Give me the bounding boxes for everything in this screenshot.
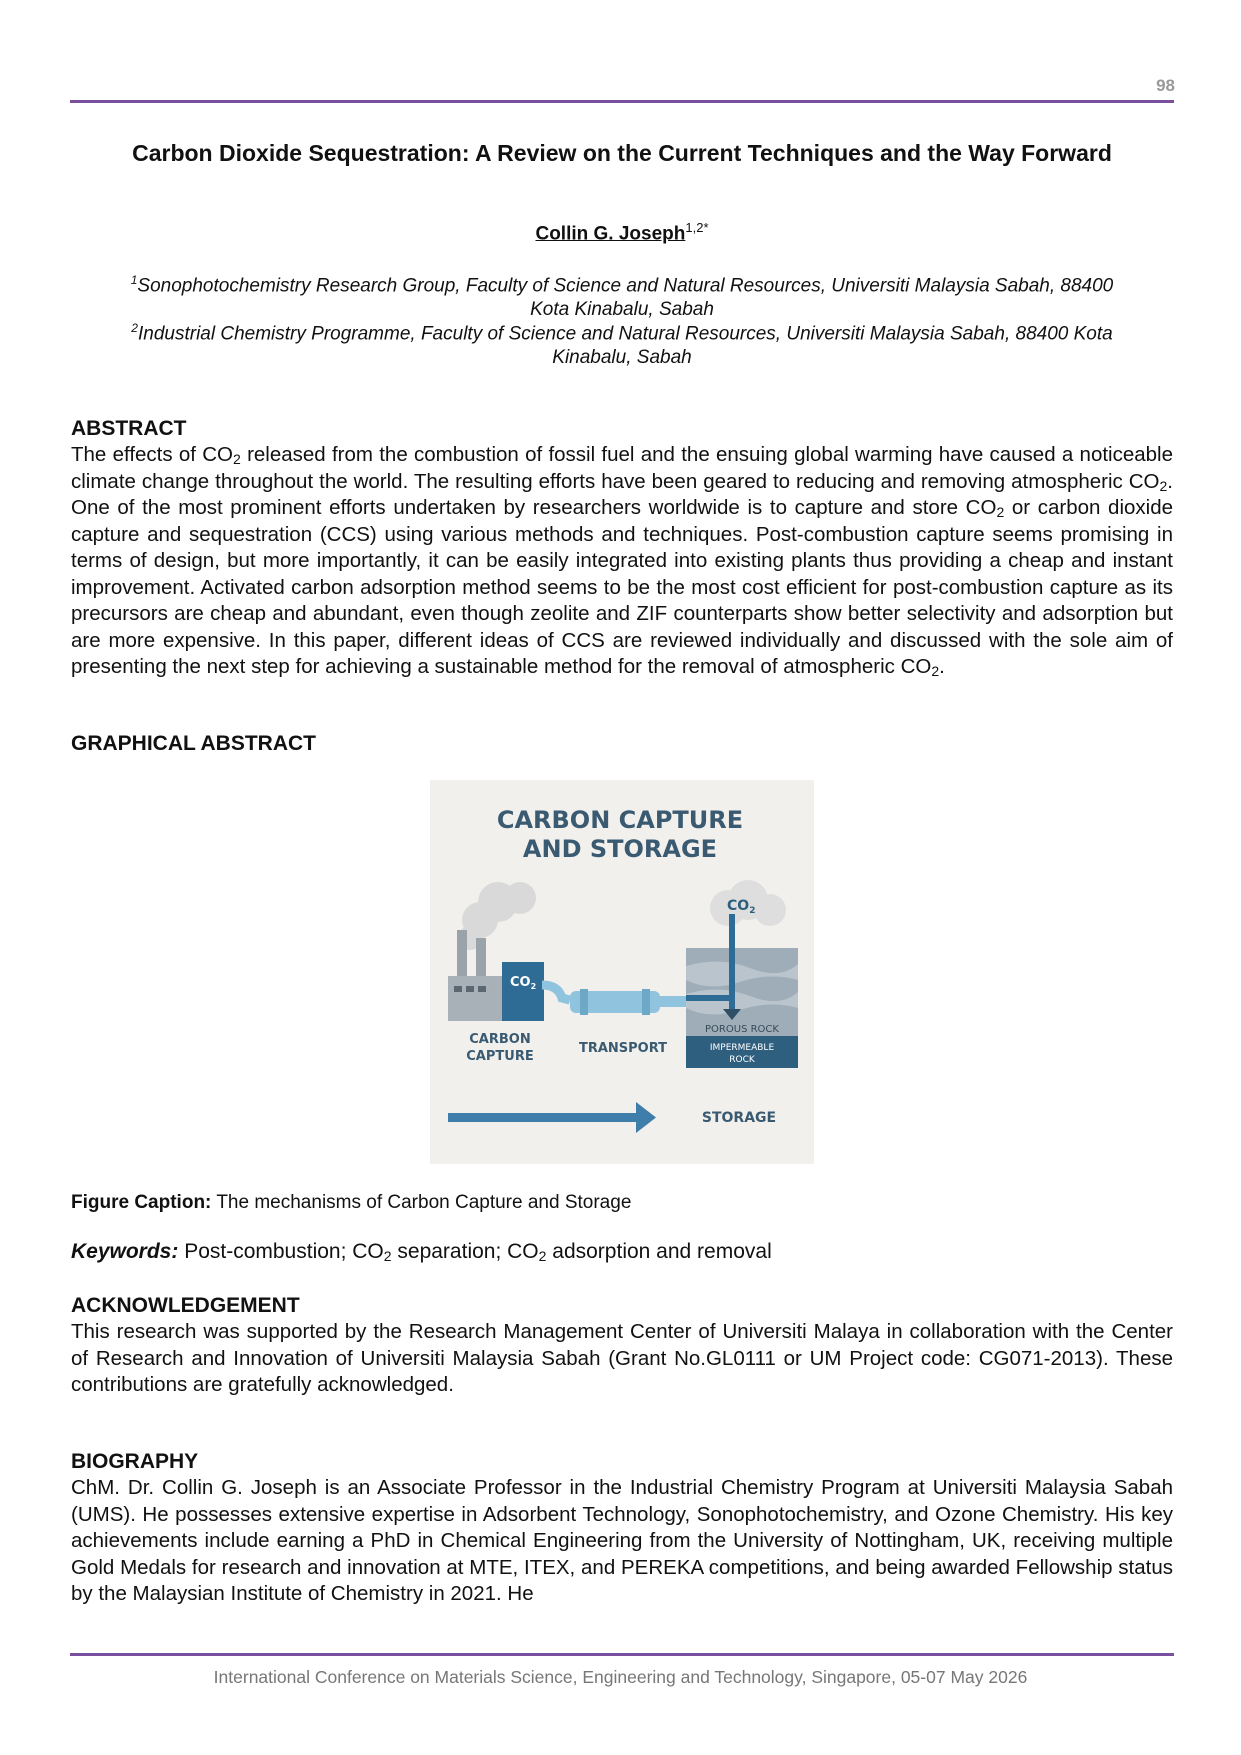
figure-caption	[71, 1192, 631, 1214]
header-rule	[70, 100, 1174, 103]
keywords-line: Keywords: Post-combustion; $CO_2$ separation; $CO_2$ adsorption and removal	[71, 1240, 772, 1264]
co2-capture-label: $CO_2$	[510, 975, 537, 991]
page-number: 98	[1156, 76, 1175, 95]
keywords-label: Keywords:	[71, 1240, 179, 1263]
impermeable-rock-label-1: IMPERMEABLE	[709, 1043, 775, 1053]
affiliation-1-line-2: Kota Kinabalu, Sabah	[530, 299, 714, 321]
graphical-abstract-heading: GRAPHICAL ABSTRACT	[71, 732, 316, 755]
biography-heading: BIOGRAPHY	[71, 1450, 199, 1473]
co2-capture-unit	[502, 962, 544, 1021]
author-superscript: 1,2*	[685, 220, 709, 235]
carbon-capture-label-2: CAPTURE	[466, 1049, 534, 1064]
author-line	[70, 220, 1174, 245]
author-name: Collin G. Joseph	[535, 223, 686, 245]
transport-label: TRANSPORT	[578, 1041, 668, 1056]
graphical-abstract-figure	[430, 780, 814, 1164]
impermeable-rock-label-2: ROCK	[729, 1055, 755, 1065]
affiliation-1	[70, 268, 1174, 322]
footer-rule	[70, 1653, 1174, 1656]
abstract-text: The effects of $CO_2$ released from the combustion of fossil fuel and the ensuing global warming have caused a noticeable climate change throughout the world. The resulting efforts have been geared to reducing and removing atmospheric $CO_2$. One of the most prominent efforts undertaken by researchers worldwide is to capture and store $CO_2$ or carbon dioxide capture and sequestration (CCS) using various methods and techniques. Post-combustion capture seems promising in terms of design, but more importantly, it can be easily integrated into existing plants thus providing a cheap and instant improvement. Activated carbon adsorption method seems to be the most cost efficient for post-combustion capture as its precursors are cheap and abundant, even though zeolite and ZIF counterparts show better selectivity and adsorption but are more expensive. In this paper, different ideas of CCS are reviewed individually and discussed with the sole aim of presenting the next step for achieving a sustainable method for the removal of atmospheric $CO_2$.	[71, 443, 1174, 679]
affiliation-1-line-1: Sonophotochemistry Research Group, Faculty of Science and Natural Resources, Universiti Malaysia Sabah, 88400	[137, 275, 1114, 297]
acknowledgement-section	[71, 1293, 1173, 1399]
affiliation-2	[70, 316, 1174, 370]
porous-rock-label: POROUS ROCK	[705, 1024, 779, 1035]
figure-title-line-1: CARBON CAPTURE	[496, 806, 744, 834]
acknowledgement-text: This research was supported by the Research Management Center of Universiti Malaya in collaboration with the Center of Research and Innovation of Universiti Malaysia Sabah (Grant No.GL0111 or UM Project code: CG071-2013). These contributions are gratefully acknowledged.	[71, 1320, 1173, 1396]
injection-pipe	[729, 914, 735, 1009]
co2-cloud-label: $CO_2$	[727, 898, 756, 916]
caption-label: Figure Caption:	[71, 1192, 212, 1213]
affiliation-2-line-1: Industrial Chemistry Programme, Faculty of Science and Natural Resources, Universiti Malaysia Sabah, 88400 Kota	[137, 323, 1113, 345]
paper-title: Carbon Dioxide Sequestration: A Review on the Current Techniques and the Way Forward	[132, 140, 1112, 166]
carbon-capture-label-1: CARBON	[469, 1032, 531, 1047]
figure-title-line-2: AND STORAGE	[522, 835, 718, 863]
affiliation-2-line-2: Kinabalu, Sabah	[552, 347, 692, 369]
abstract-section	[71, 416, 1173, 681]
biography-text: ChM. Dr. Collin G. Joseph is an Associate Professor in the Industrial Chemistry Program at Universiti Malaysia Sabah (UMS). He possesses extensive expertise in Adsorbent Technology, Sonophotochemistry, and Ozone Chemistry. His key achievements include earning a PhD in Chemical Engineering from the University of Nottingham, UK, receiving multiple Gold Medals for research and innovation at MTE, ITEX, and PEREKA competitions, and being awarded Fellowship status by the Malaysian Institute of Chemistry in 2021. He	[71, 1476, 1173, 1605]
footer-text: International Conference on Materials Science, Engineering and Technology, Singapore, 05-07 May 2026	[213, 1667, 1028, 1687]
injection-pipe-horizontal	[686, 995, 732, 1001]
caption-text: The mechanisms of Carbon Capture and Storage	[211, 1192, 632, 1213]
affiliation-2-sup: 2	[131, 321, 138, 335]
acknowledgement-heading: ACKNOWLEDGEMENT	[71, 1294, 300, 1317]
affiliation-1-sup: 1	[130, 273, 138, 287]
biography-section	[71, 1449, 1173, 1608]
storage-label: STORAGE	[701, 1110, 777, 1126]
abstract-heading: ABSTRACT	[71, 417, 187, 440]
